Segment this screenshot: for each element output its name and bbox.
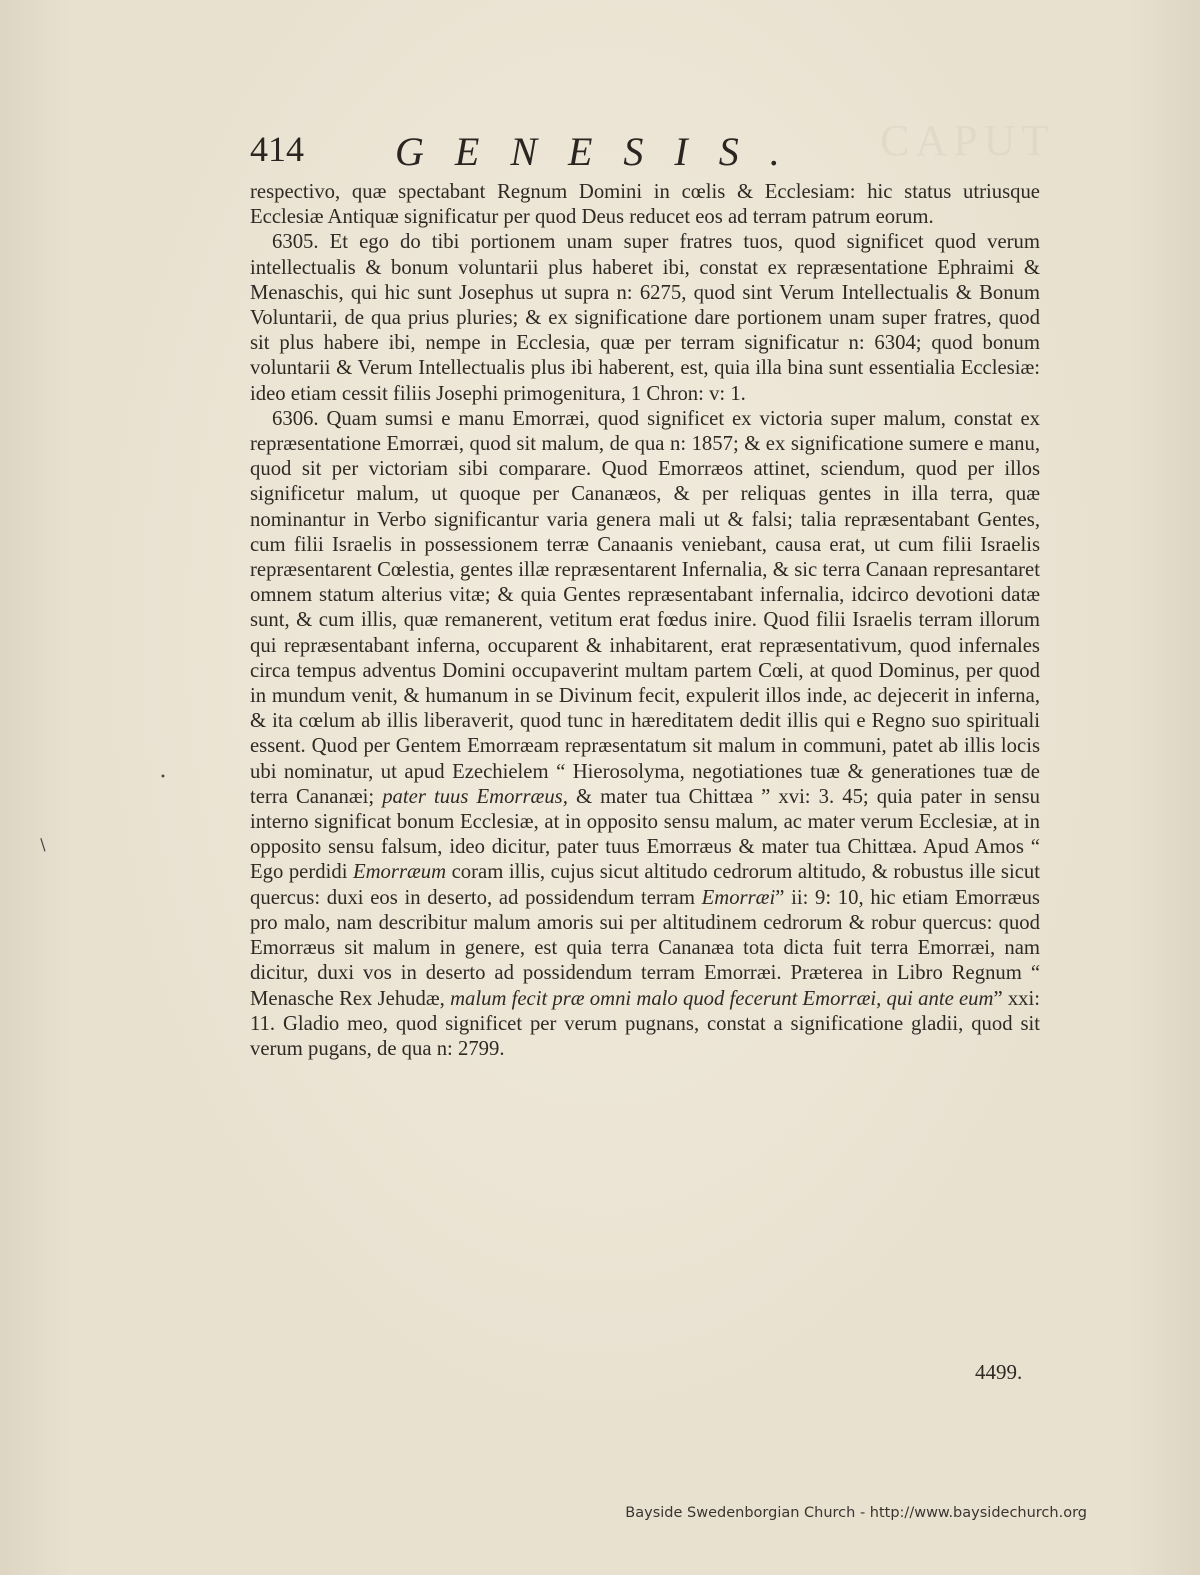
paragraph-6306-part-d: ” ii: 9: 10, hic etiam Emorræus pro malo, nam describitur malum amoris sui per altitudinem cedrorum & robur quercus: quod Emorræus sit malum in genere, est quia terra Cananæa tota dicta fuit terra Emorræi, nam dicitur, duxi vos in deserto ad possidendum terram Emorræi. Præterea in Libro Regnum “ Menasche Rex Jehudæ, [250, 886, 1040, 1010]
page-header [250, 128, 910, 188]
italic-pater-tuus: pater tuus Emorræus, [382, 785, 568, 808]
paragraph-6306 [250, 407, 1040, 1062]
italic-emorraei: Emorræi [701, 886, 776, 909]
bleed-through-text: CAPUT [880, 116, 1055, 165]
body-text [250, 180, 1040, 1062]
italic-emorraeum: Emorræum [352, 861, 447, 884]
paper-speck: • [160, 772, 166, 783]
paragraph-6305: 6305. Et ego do tibi portionem unam super fratres tuos, quod significet quod verum intellectualis & bonum voluntarii plus haberet ibi, constat ex repræsentatione Ephraimi & Menaschis, qui hic sunt Josephus ut supra n: 6275, quod sint Verum Intellectualis & Bonum Voluntarii, de qua prius pluries; & ex significatione dare portionem unam super fratres, quod sit plus habere ibi, nempe in Ecclesia, quæ per terram significatur n: 6304; quod bonum voluntarii & Verum Intellectualis plus ibi haberent, est, quia illa bina sunt essentialia Ecclesiæ: ideo etiam cessit filiis Josephi primogenitura, 1 Chron: v: 1. [250, 231, 1040, 405]
paper-mark: / [35, 835, 51, 854]
running-title: GENESIS. [395, 129, 811, 174]
paragraph-continuation: respectivo, quæ spectabant Regnum Domini in cœlis & Ecclesiam: hic status utriusque Ecclesiæ Antiquæ significatur per quod Deus reducet eos ad terram patrum eorum. [250, 181, 1040, 229]
catchword: 4499. [975, 1360, 1023, 1384]
italic-malum-fecit: malum fecit præ omni malo quod fecerunt Emorræi, qui ante eum [450, 987, 994, 1010]
paragraph-6306-part-a: 6306. Quam sumsi e manu Emorræi, quod significet ex victoria super malum, constat ex repræsentatione Emorræi, quod sit malum, de qua n: 1857; & ex significatione sumere e manu, quod sit per victoriam sibi comparare. Quod Emorræos attinet, sciendum, quod per illos significetur malum, ut quoque per Cananæos, & per reliquas gentes in illa terra, quæ nominantur in Verbo significantur varia genera mali ut & falsi; talia repræsentabant Gentes, cum filii Israelis in possessionem terræ Canaanis veniebant, causa erat, ut cum filii Israelis repræsentarent Cœlestia, gentes illæ repræsentarent Infernalia, & sic terra Canaan represantaret omnem statum alterius vitæ; & quia Gentes repræsentabant infernalia, idcirco devotioni datæ sunt, & cum illis, quæ remanerent, vetitum erat fœdus inire. Quod filii Israelis terram illorum qui repræsentabant inferna, occuparent & inhabitarent, erat repræsentativum, quod infernales circa tempus adventus Domini occupaverint multam partem Cœli, at quod Dominus, per quod in mundum venit, & humanum in se Divinum fecit, expulerit illos inde, ac dejecerit in inferna, & ita cœlum ab illis liberaverit, quod tunc in hæreditatem dedit illis qui e Regno suo spirituali essent. Quod per Gentem Emorræam repræsentatum sit malum in communi, patet ab illis locis ubi nominatur, ut apud Ezechielem “ Hierosolyma, negotiationes tuæ & generationes tuæ de terra Cananæi; [250, 407, 1040, 808]
paragraph-6306-part-e: ” xxi: 11. Gladio meo, quod significet per verum pugnans, constat a significatione gladii, quod sit verum pugans, de qua n: 2799. [250, 987, 1041, 1060]
paragraph-6306-part-c: coram illis, cujus sicut altitudo cedrorum altitudo, & robustus ille sicut quercus: duxi eos in deserto, ad possidendum terram [250, 861, 1041, 909]
footer-credit: Bayside Swedenborgian Church - http://www.baysidechurch.org [625, 1505, 1087, 1521]
page-number: 414 [250, 129, 304, 169]
paragraph-6306-part-b: & mater tua Chittæa ” xvi: 3. 45; quia pater in sensu interno significat bonum Ecclesiæ, at in opposito sensu malum, ac mater verum Ecclesiæ, at in opposito sensu falsum, ideo dicitur, pater tuus Emorræus & mater tua Chittæa. Apud Amos “ Ego perdidi [250, 785, 1040, 884]
